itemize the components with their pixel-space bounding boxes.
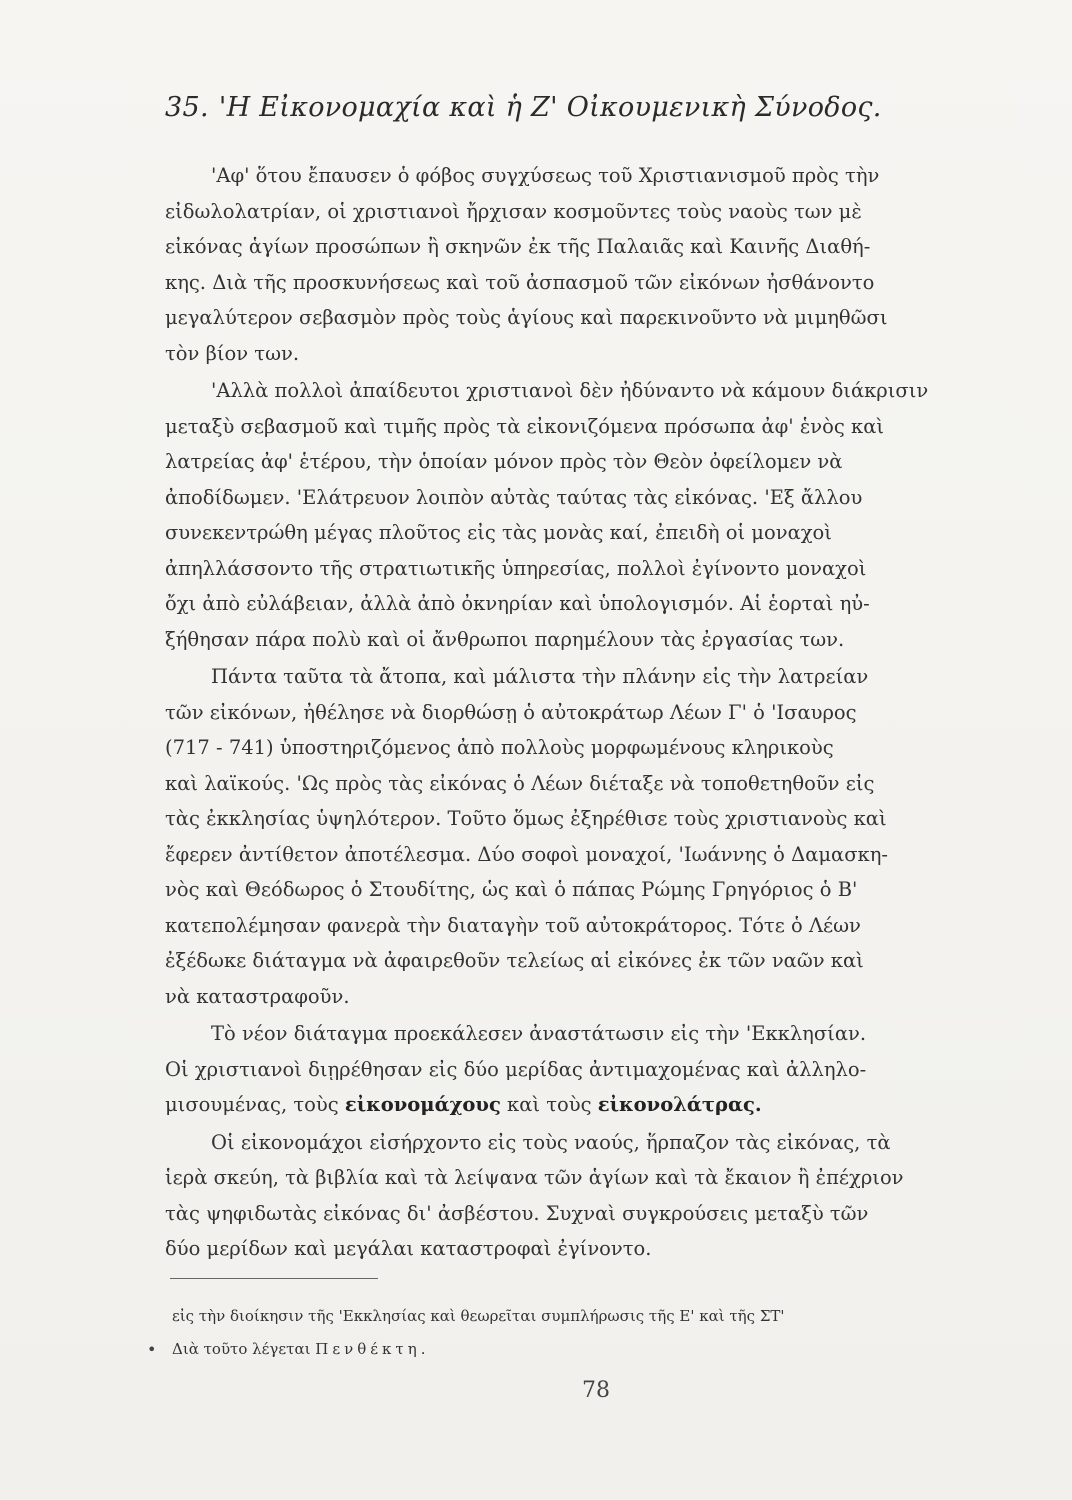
- text-line: ὄχι ἀπὸ εὐλάβειαν, ἀλλὰ ἀπὸ ὀκνηρίαν καὶ ὑπολογισμόν. Αἱ ἑορταὶ ηὐ-: [165, 592, 870, 615]
- text-line: εἰκόνας ἁγίων προσώπων ἢ σκηνῶν ἐκ τῆς Παλαιᾶς καὶ Καινῆς Διαθή-: [165, 235, 871, 258]
- section-title: 'Η Εἰκονομαχία καὶ ἡ Ζ' Οἰκουμενικὴ Σύνοδος.: [218, 92, 882, 123]
- footnote-spaced-term: Πενθέκτη.: [315, 1340, 430, 1358]
- text-line: ἱερὰ σκεύη, τὰ βιβλία καὶ τὰ λείψανα τῶν ἁγίων καὶ τὰ ἔκαιον ἢ ἐπέχριον: [165, 1166, 904, 1189]
- text-line: τῶν εἰκόνων, ἠθέλησε νὰ διορθώσῃ ὁ αὐτοκράτωρ Λέων Γ' ὁ 'Ισαυρος: [165, 700, 857, 724]
- text-line: τὰς ἐκκλησίας ὑψηλότερον. Τοῦτο ὅμως ἐξηρέθισε τοὺς χριστιανοὺς καὶ: [165, 807, 887, 830]
- text-line: ἀποδίδωμεν. 'Ελάτρευον λοιπὸν αὐτὰς ταύτας τὰς εἰκόνας. 'Εξ ἄλλου: [165, 485, 863, 509]
- footnote-text: Διὰ τοῦτο λέγεται: [172, 1340, 311, 1358]
- text-line: 'Αφ' ὅτου ἔπαυσεν ὁ φόβος συγχύσεως τοῦ Χριστιανισμοῦ πρὸς τὴν: [211, 164, 880, 187]
- text-line: (717 - 741) ὑποστηριζόμενος ἀπὸ πολλοὺς μορφωμένους κληρικοὺς: [165, 736, 834, 759]
- text-line: κης. Διὰ τῆς προσκυνήσεως καὶ τοῦ ἀσπασμοῦ τῶν εἰκόνων ἠσθάνοντο: [165, 270, 875, 294]
- text-line: 'Αλλὰ πολλοὶ ἀπαίδευτοι χριστιανοὶ δὲν ἠδύναντο νὰ κάμουν διάκρισιν: [211, 379, 929, 402]
- text-line: δύο μερίδων καὶ μεγάλαι καταστροφαὶ ἐγίνοντο.: [165, 1237, 652, 1260]
- page-number: 78: [582, 1378, 610, 1403]
- text-line: καὶ λαϊκούς. 'Ως πρὸς τὰς εἰκόνας ὁ Λέων διέταξε νὰ τοποθετηθοῦν εἰς: [165, 771, 875, 795]
- text-line: τὰς ψηφιδωτὰς εἰκόνας δι' ἀσβέστου. Συχναὶ συγκρούσεις μεταξὺ τῶν: [165, 1201, 869, 1225]
- text-line: κατεπολέμησαν φανερὰ τὴν διαταγὴν τοῦ αὐτοκράτορος. Τότε ὁ Λέων: [165, 913, 861, 937]
- text-line: Τὸ νέον διάταγμα προεκάλεσεν ἀναστάτωσιν εἰς τὴν 'Εκκλησίαν.: [211, 1022, 867, 1045]
- text-line: μεγαλύτερον σεβασμὸν πρὸς τοὺς ἁγίους καὶ παρεκινοῦντο νὰ μιμηθῶσι: [165, 306, 888, 329]
- text-fragment: μισουμένας, τοὺς: [165, 1093, 339, 1116]
- bold-term-iconoclasts: εἰκονομάχους: [344, 1093, 501, 1116]
- text-line: συνεκεντρώθη μέγας πλοῦτος εἰς τὰς μονὰς καί, ἐπειδὴ οἱ μοναχοὶ: [165, 521, 832, 544]
- section-heading: [165, 92, 1005, 123]
- bold-term-iconodules: εἰκονολάτρας.: [597, 1093, 762, 1116]
- text-line: μεταξὺ σεβασμοῦ καὶ τιμῆς πρὸς τὰ εἰκονιζόμενα πρόσωπα ἀφ' ἑνὸς καὶ: [165, 414, 885, 438]
- text-line: Οἱ εἰκονομάχοι εἰσήρχοντο εἰς τοὺς ναούς, ἥρπαζον τὰς εἰκόνας, τὰ: [211, 1130, 891, 1154]
- text-line: Οἱ χριστιανοὶ διῃρέθησαν εἰς δύο μερίδας ἀντιμαχομένας καὶ ἀλληλο-: [165, 1057, 867, 1081]
- text-line: ξήθησαν πάρα πολὺ καὶ οἱ ἄνθρωποι παρημέλουν τὰς ἐργασίας των.: [165, 627, 845, 651]
- footnote: [172, 1300, 1022, 1366]
- text-line: τὸν βίον των.: [165, 341, 300, 365]
- text-line: ἐξέδωκε διάταγμα νὰ ἀφαιρεθοῦν τελείως αἱ εἰκόνες ἐκ τῶν ναῶν καὶ: [165, 949, 864, 972]
- footnote-line: εἰς τὴν διοίκησιν τῆς 'Εκκλησίας καὶ θεωρεῖται συμπλήρωσις τῆς Ε' καὶ τῆς ΣΤ': [172, 1307, 785, 1325]
- text-line: νὰ καταστραφοῦν.: [165, 984, 350, 1008]
- footnote-line: [172, 1333, 1022, 1366]
- footnote-divider: [170, 1278, 378, 1279]
- text-line: νὸς καὶ Θεόδωρος ὁ Στουδίτης, ὡς καὶ ὁ πάπας Ρώμης Γρηγόριος ὁ Β': [165, 878, 858, 901]
- text-line: ἔφερεν ἀντίθετον ἀποτέλεσμα. Δύο σοφοὶ μοναχοί, 'Ιωάννης ὁ Δαμασκη-: [165, 842, 888, 866]
- text-fragment: καὶ τοὺς: [507, 1093, 592, 1116]
- text-line: Πάντα ταῦτα τὰ ἄτοπα, καὶ μάλιστα τὴν πλάνην εἰς τὴν λατρείαν: [211, 665, 869, 688]
- text-line: ἀπηλλάσσοντο τῆς στρατιωτικῆς ὑπηρεσίας, πολλοὶ ἐγίνοντο μοναχοὶ: [165, 556, 867, 580]
- text-line: λατρείας ἀφ' ἑτέρου, τὴν ὁποίαν μόνον πρὸς τὸν Θεὸν ὀφείλομεν νὰ: [165, 450, 843, 473]
- text-line: εἰδωλολατρίαν, οἱ χριστιανοὶ ἤρχισαν κοσμοῦντες τοὺς ναοὺς των μὲ: [165, 199, 862, 223]
- text-line: [165, 1087, 1007, 1123]
- body-text: [165, 158, 1007, 1267]
- section-number: 35.: [165, 92, 209, 123]
- margin-mark: •: [147, 1340, 157, 1359]
